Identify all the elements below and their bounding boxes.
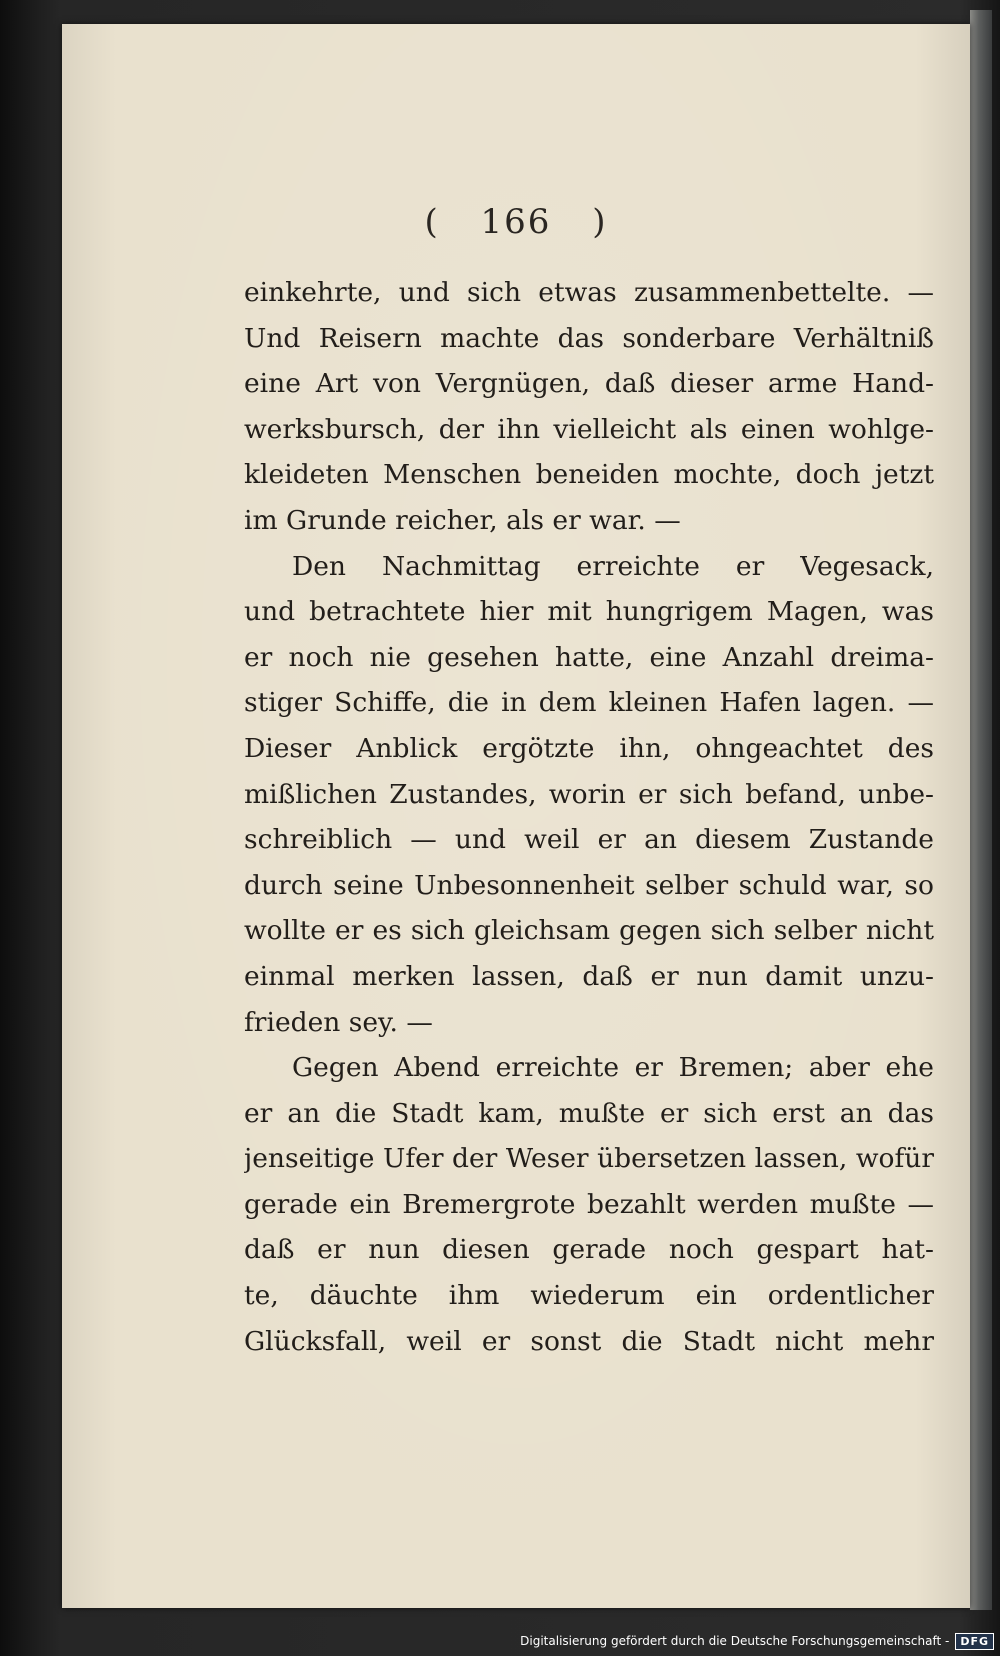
text-line: daß er nun diesen gerade noch gespart hat- bbox=[244, 1234, 934, 1266]
page-number: 166 bbox=[480, 202, 552, 242]
text-line: und betrachtete hier mit hungrigem Magen, was bbox=[244, 596, 934, 628]
text-line: Den Nachmittag erreichte er Vegesack, bbox=[292, 550, 934, 582]
text-line: frieden sey. — bbox=[244, 1006, 433, 1038]
text-line: Glücksfall, weil er sonst die Stadt nicht mehr bbox=[244, 1325, 934, 1357]
text-line: durch seine Unbesonnenheit selber schuld war, so bbox=[244, 869, 934, 901]
text-line: te, däuchte ihm wiederum ein ordentlicher bbox=[244, 1280, 934, 1312]
book-page bbox=[62, 24, 970, 1608]
text-line: jenseitige Ufer der Weser übersetzen lassen, wofür bbox=[244, 1143, 934, 1175]
text-line: gerade ein Bremergrote bezahlt werden mußte — bbox=[244, 1188, 934, 1220]
text-line: Gegen Abend erreichte er Bremen; aber ehe bbox=[292, 1052, 934, 1084]
paren-close: ) bbox=[592, 202, 608, 242]
digitization-credit bbox=[520, 1630, 994, 1652]
text-line: er an die Stadt kam, mußte er sich erst an das bbox=[244, 1097, 934, 1129]
text-line: er noch nie gesehen hatte, eine Anzahl dreima- bbox=[244, 641, 934, 673]
text-line: Dieser Anblick ergötzte ihn, ohngeachtet des bbox=[244, 732, 934, 764]
text-line: werksbursch, der ihn vielleicht als einen wohlge- bbox=[244, 413, 934, 445]
credit-text: Digitalisierung gefördert durch die Deutsche Forschungsgemeinschaft - bbox=[520, 1634, 950, 1648]
paren-open: ( bbox=[424, 202, 440, 242]
text-line: schreiblich — und weil er an diesem Zustande bbox=[244, 824, 934, 856]
text-line: einkehrte, und sich etwas zusammenbettelte. — bbox=[244, 277, 934, 308]
text-line: kleideten Menschen beneiden mochte, doch jetzt bbox=[244, 459, 934, 491]
text-line: eine Art von Vergnügen, daß dieser arme Hand- bbox=[244, 368, 934, 400]
dfg-logo-icon: DFG bbox=[955, 1633, 994, 1650]
body-text bbox=[244, 270, 934, 1364]
text-line: einmal merken lassen, daß er nun damit unzu- bbox=[244, 960, 934, 992]
text-line: Und Reisern machte das sonderbare Verhältniß bbox=[244, 322, 934, 354]
text-line: stiger Schiffe, die in dem kleinen Hafen lagen. — bbox=[244, 687, 934, 719]
page-header bbox=[62, 202, 970, 242]
text-line: im Grunde reicher, als er war. — bbox=[244, 504, 681, 536]
text-line: mißlichen Zustandes, worin er sich befand, unbe- bbox=[244, 778, 934, 810]
book-edge bbox=[970, 10, 992, 1610]
text-line: wollte er es sich gleichsam gegen sich selber nicht bbox=[244, 915, 934, 947]
